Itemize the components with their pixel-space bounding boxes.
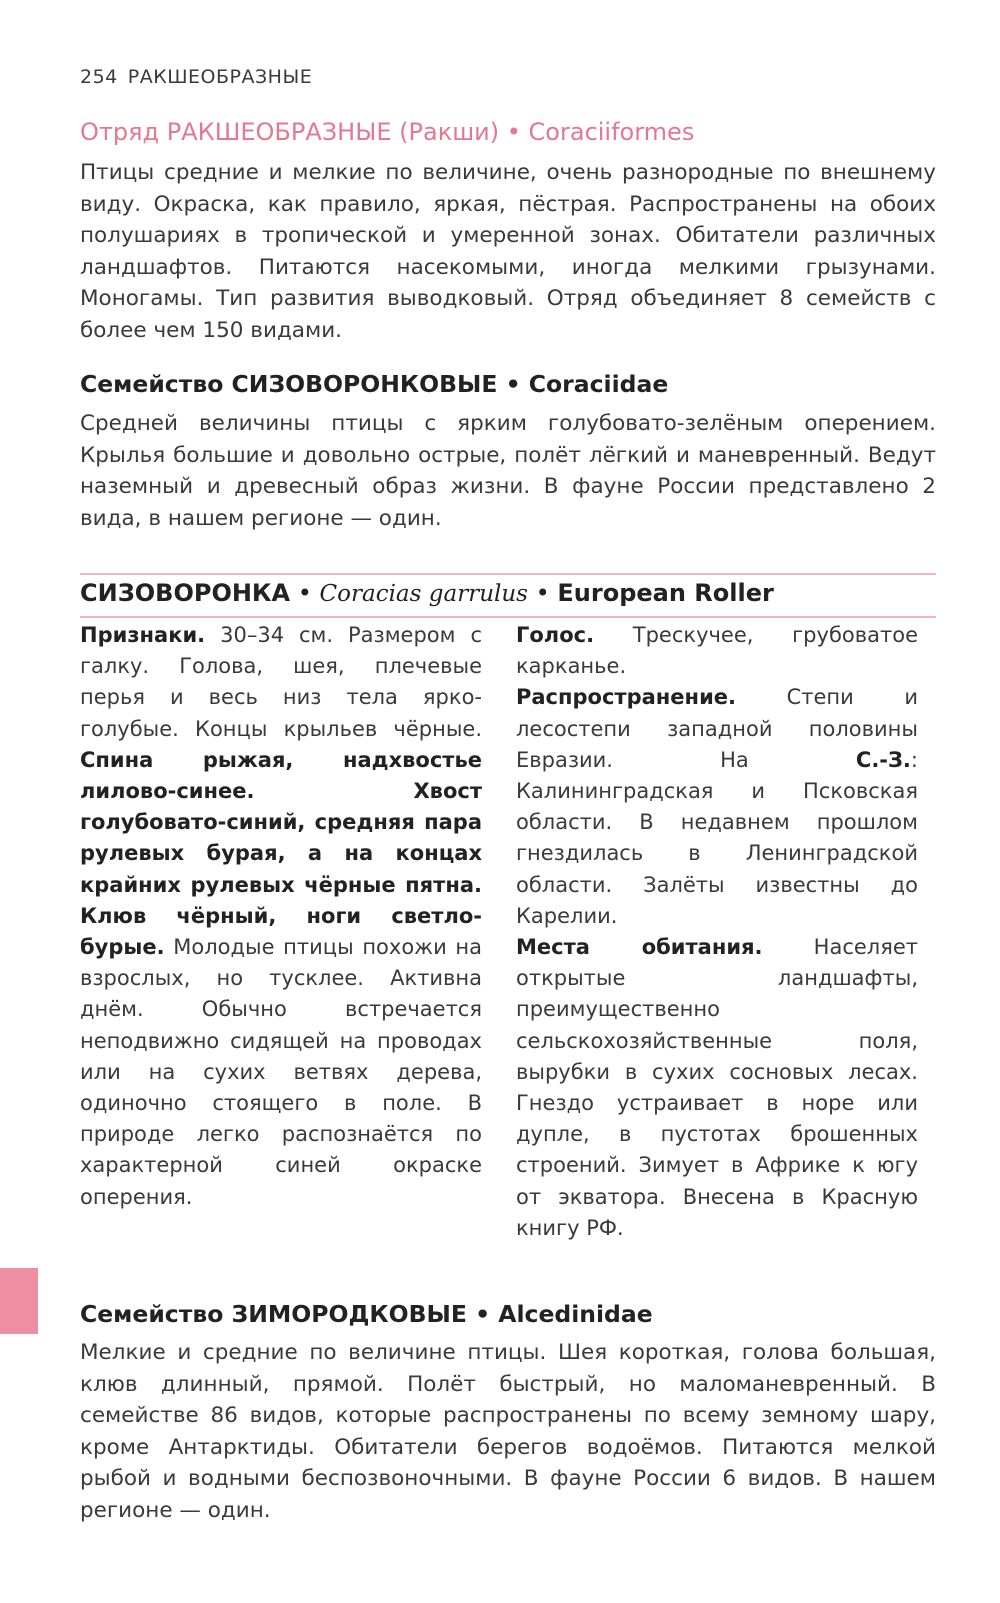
family-description-alcedinidae: Мелкие и средние по величине птицы. Шея короткая, голова большая, клюв длинный, прямой. Полёт быстрый, но маломаневренный. В семействе 86 видов, которые распространены по всему земному шару, кроме Антарктиды. Обитатели берегов водоёмов. Питаются мелкой рыбой и водными беспозвоночными. В фауне России 6 видов. В нашем регионе — один. xyxy=(80,1340,936,1523)
signs-text-rest: Молодые птицы похожи на взрослых, но тусклее. Активна днём. Обычно встречается неподвижно сидящей на проводах или на сухих ветвях дерева, одиночно стоящего в поле. В природе легко распознаётся по характерной синей окраске оперения. xyxy=(80,935,482,1209)
title-separator: • xyxy=(527,579,558,607)
species-top-rule xyxy=(80,573,936,575)
section-title: РАКШЕОБРАЗНЫЕ xyxy=(127,66,313,88)
voice-label: Голос. xyxy=(516,623,595,647)
title-separator: • xyxy=(290,579,320,607)
family-title-coraciidae: Семейство СИЗОВОРОНКОВЫЕ • Coraciidae xyxy=(80,370,669,398)
order-description: Птицы средние и мелкие по величине, очень разнородные по внешнему виду. Окраска, как правило, яркая, пёстрая. Распространены на обоих полушариях в тропической и умеренной зонах. Обитатели различных ландшафтов. Питаются насекомыми, иногда мелкими грызунами. Моногамы. Тип развития выводковый. Отряд объединяет 8 семейств с более чем 150 видами. xyxy=(80,160,936,343)
species-name-ru: СИЗОВОРОНКА xyxy=(80,579,291,607)
habitat-label: Места обитания. xyxy=(516,935,763,960)
species-name-english: European Roller xyxy=(557,579,774,607)
signs-bold-text: Спина рыжая, надхвостье лилово-синее. Хвост голубовато-синий, средняя пара рулевых бурая, а на концах крайних рулевых чёрные пятна. Клюв чёрный, ноги светло-бурые. xyxy=(80,747,482,960)
voice-text: Трескучее, грубоватое карканье. xyxy=(516,623,918,679)
page-number: 254 xyxy=(80,66,118,88)
voice-paragraph xyxy=(516,620,918,682)
species-column-left xyxy=(80,620,482,1213)
signs-paragraph xyxy=(80,620,482,1213)
running-head xyxy=(80,66,312,88)
habitat-text: Населяет открытые ландшафты, преимущественно сельскохозяйственные поля, вырубки в сухих сосновых лесах. Гнездо устраивает в норе или дупле, в пустотах брошенных строений. Зимует в Африке к югу от экватора. Внесена в Красную книгу РФ. xyxy=(516,935,918,1240)
species-name-latin: Coracias garrulus xyxy=(319,581,528,607)
signs-label: Признаки. xyxy=(80,623,206,647)
species-bottom-rule xyxy=(80,616,936,618)
range-text-rest: : Калининградская и Псковская области. В недавнем прошлом гнездилась в Ленинградской области. Залёты известны до Карелии. xyxy=(516,747,918,928)
signs-text: 30–34 см. Размером с галку. Голова, шея, плечевые перья и весь низ тела ярко-голубые. Концы крыльев чёрные. xyxy=(80,623,482,741)
range-label: Распространение. xyxy=(516,685,736,710)
section-thumb-tab xyxy=(0,1268,38,1334)
range-paragraph xyxy=(516,682,918,932)
order-title: Отряд РАКШЕОБРАЗНЫЕ (Ракши) • Coraciiformes xyxy=(80,118,695,146)
range-region: С.-З. xyxy=(855,747,911,772)
species-title xyxy=(80,579,774,607)
family-description-coraciidae: Средней величины птицы с ярким голубовато-зелёным оперением. Крылья большие и довольно острые, полёт лёгкий и маневренный. Ведут наземный и древесный образ жизни. В фауне России представлено 2 вида, в нашем регионе — один. xyxy=(80,411,936,531)
species-column-right xyxy=(516,620,918,1244)
range-text: Степи и лесостепи западной половины Евразии. На xyxy=(516,685,918,772)
habitat-paragraph xyxy=(516,932,918,1244)
family-title-alcedinidae: Семейство ЗИМОРОДКОВЫЕ • Alcedinidae xyxy=(80,1300,653,1328)
